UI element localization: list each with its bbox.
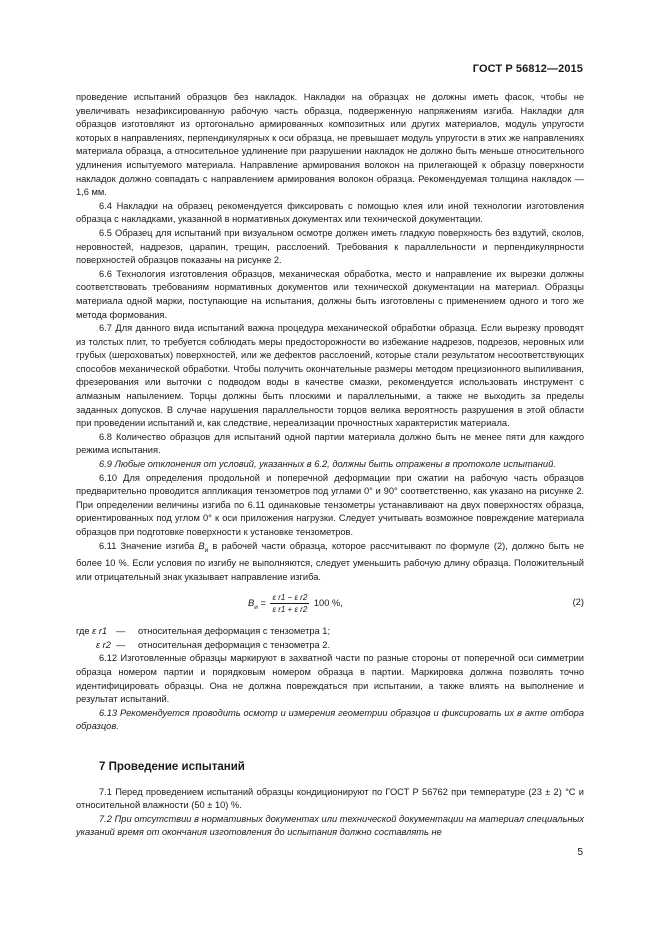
where-symbol: ε r1 — [92, 626, 108, 637]
p611-rest: в рабочей части образца, которое рассчитывают по формуле (2), должно быть не более 10 %. Если условия по изгибу не выполняются, следует уменьшить рабочую длину образца. Положительный или отрицательный знак указывает направление изгиба. — [76, 540, 585, 582]
paragraph-6-4: 6.4 Накладки на образец рекомендуется фиксировать с помощью клея или иной технологии изготовления образца с накладками, указанной в нормативных документах или технической документации. — [76, 200, 584, 225]
formula-numerator: ε r1 − ε r2 — [272, 593, 308, 603]
where-row — [76, 639, 584, 653]
formula-number: (2) — [572, 597, 584, 608]
document-code-header: ГОСТ Р 56812—2015 — [472, 63, 583, 75]
formula-lhs: B — [248, 598, 255, 609]
page-number: 5 — [577, 847, 583, 858]
paragraph-6-13: 6.13 Рекомендуется проводить осмотр и измерения геометрии образцов и фиксировать их в акте отбора образцов. — [76, 707, 584, 732]
formula-expression — [248, 592, 343, 615]
formula-2 — [76, 586, 584, 623]
paragraph-6-9: 6.9 Любые отклонения от условий, указанных в 6.2, должны быть отражены в протоколе испытаний. — [99, 459, 556, 470]
formula-tail: 100 %, — [313, 598, 343, 609]
p611-lead: 6.11 Значение изгиба — [99, 540, 199, 551]
where-word: где — [76, 626, 90, 637]
formula-equals: = — [260, 598, 266, 609]
bend-symbol-sub: и — [204, 546, 209, 554]
where-symbol: ε r2 — [96, 639, 111, 650]
where-list — [76, 625, 584, 652]
paragraph-6-6: 6.6 Технология изготовления образцов, механическая обработка, место и направление их вырезки должны соответствовать требованиям нормативных документов или технической документации на материал. Образцы материала одной марки, поступающие на испытания, должны быть изготовлены с применением одного и того же метода формования. — [76, 268, 584, 320]
section-heading: 7 Проведение испытаний — [99, 760, 245, 773]
where-dash: — — [116, 639, 126, 650]
where-label — [76, 639, 116, 653]
paragraph: проведение испытаний образцов без накладок. Накладки на образцах не должны иметь фасок, чтобы не увеличивать незафиксированную рабочую часть образца, подверженную напряжениям изгиба. Накладки для образцов изготовляют из ортогонально армированных композитных или других материалов, модуль упругости которых в направлениях, перпендикулярных к оси образца, не превышает модуль упругости в этих же направлениях материала образца, а относительное удлинение при разрушении накладок не должно быть меньше относительного удлинения испытуемого материала. Направление армирования волокон на прилегающей к образцу поверхности накладок должно совпадать с направлением армирования волокон образца. Рекомендуемая толщина накладок — 1,6 мм. — [76, 92, 584, 198]
where-dash: — — [116, 626, 126, 637]
paragraph-6-11 — [76, 540, 584, 585]
where-text: относительная деформация с тензометра 1; — [138, 626, 331, 637]
where-row — [76, 625, 584, 639]
paragraph-6-5: 6.5 Образец для испытаний при визуальном осмотре должен иметь гладкую поверхность без вздутий, сколов, неровностей, надрезов, царапин, трещин, расслоений. Требования к параллельности и перпендикулярности поверхностей образцов показаны на рисунке 2. — [76, 227, 584, 266]
paragraph-6-12: 6.12 Изготовленные образцы маркируют в захватной части по разные стороны от поперечной оси симметрии образца номером партии и порядковым номером образца в партии. Маркировка должна позволять точно идентифицировать образцы. Она не должна повреждаться при испытании, а также влиять на выполнение и результат испытаний. — [76, 653, 584, 705]
paragraph-7-1: 7.1 Перед проведением испытаний образцы кондиционируют по ГОСТ Р 56762 при температуре (23 ± 2) °С и относительной влажности (50 ± 10) %. — [76, 786, 584, 811]
paragraph-6-7: 6.7 Для данного вида испытаний важна процедура механической обработки образца. Если вырезку проводят из толстых плит, то требуется соблюдать меры предосторожности во избежание надрезов, подрезов, неровных или грубых (шероховатых) поверхностей, или же дефектов расслоений, которые стали результатом несоответствующих способов механической обработки. Чтобы получить окончательные размеры методом прецизионного выпиливания, фрезерования или выточки с подводом воды в качестве смазки, рекомендуется использовать инструмент с алмазным напылением. Торцы должны быть плоскими и параллельными, а также не выходить за пределы заданных допусков. В случае нарушения параллельности торцов велика вероятность разрушения в этой области при проведении испытаний и, как следствие, нереализации прочностных характеристик материала. — [76, 323, 584, 429]
paragraph-7-2: 7.2 При отсутствии в нормативных документах или технической документации на материал специальных указаний время от окончания изготовления до испытания должно составлять не — [76, 813, 584, 838]
bend-symbol: B — [198, 540, 205, 551]
formula-denominator: ε r1 + ε r2 — [272, 605, 308, 615]
paragraph-6-8: 6.8 Количество образцов для испытаний одной партии материала должно быть не менее пяти для каждого режима испытания. — [76, 431, 584, 456]
where-text: относительная деформация с тензометра 2. — [138, 639, 331, 650]
where-label — [76, 625, 116, 639]
page-body — [76, 91, 584, 840]
formula-lhs-sub: и — [254, 604, 258, 612]
formula-fraction — [270, 592, 309, 615]
paragraph-6-10: 6.10 Для определения продольной и поперечной деформации при сжатии на рабочую часть образцов предварительно проводится аппликация тензометров под углами 0° и 90° соответственно, как указано на рисунке 2. При определении величины изгиба по 6.11 одинаковые тензометры устанавливают на двух поверхностях образца, ориентированных под углом 0° к оси приложения нагрузки. Следует учитывать возможное повреждение материала образцов при подготовке поверхности к установке тензометров. — [76, 472, 584, 537]
